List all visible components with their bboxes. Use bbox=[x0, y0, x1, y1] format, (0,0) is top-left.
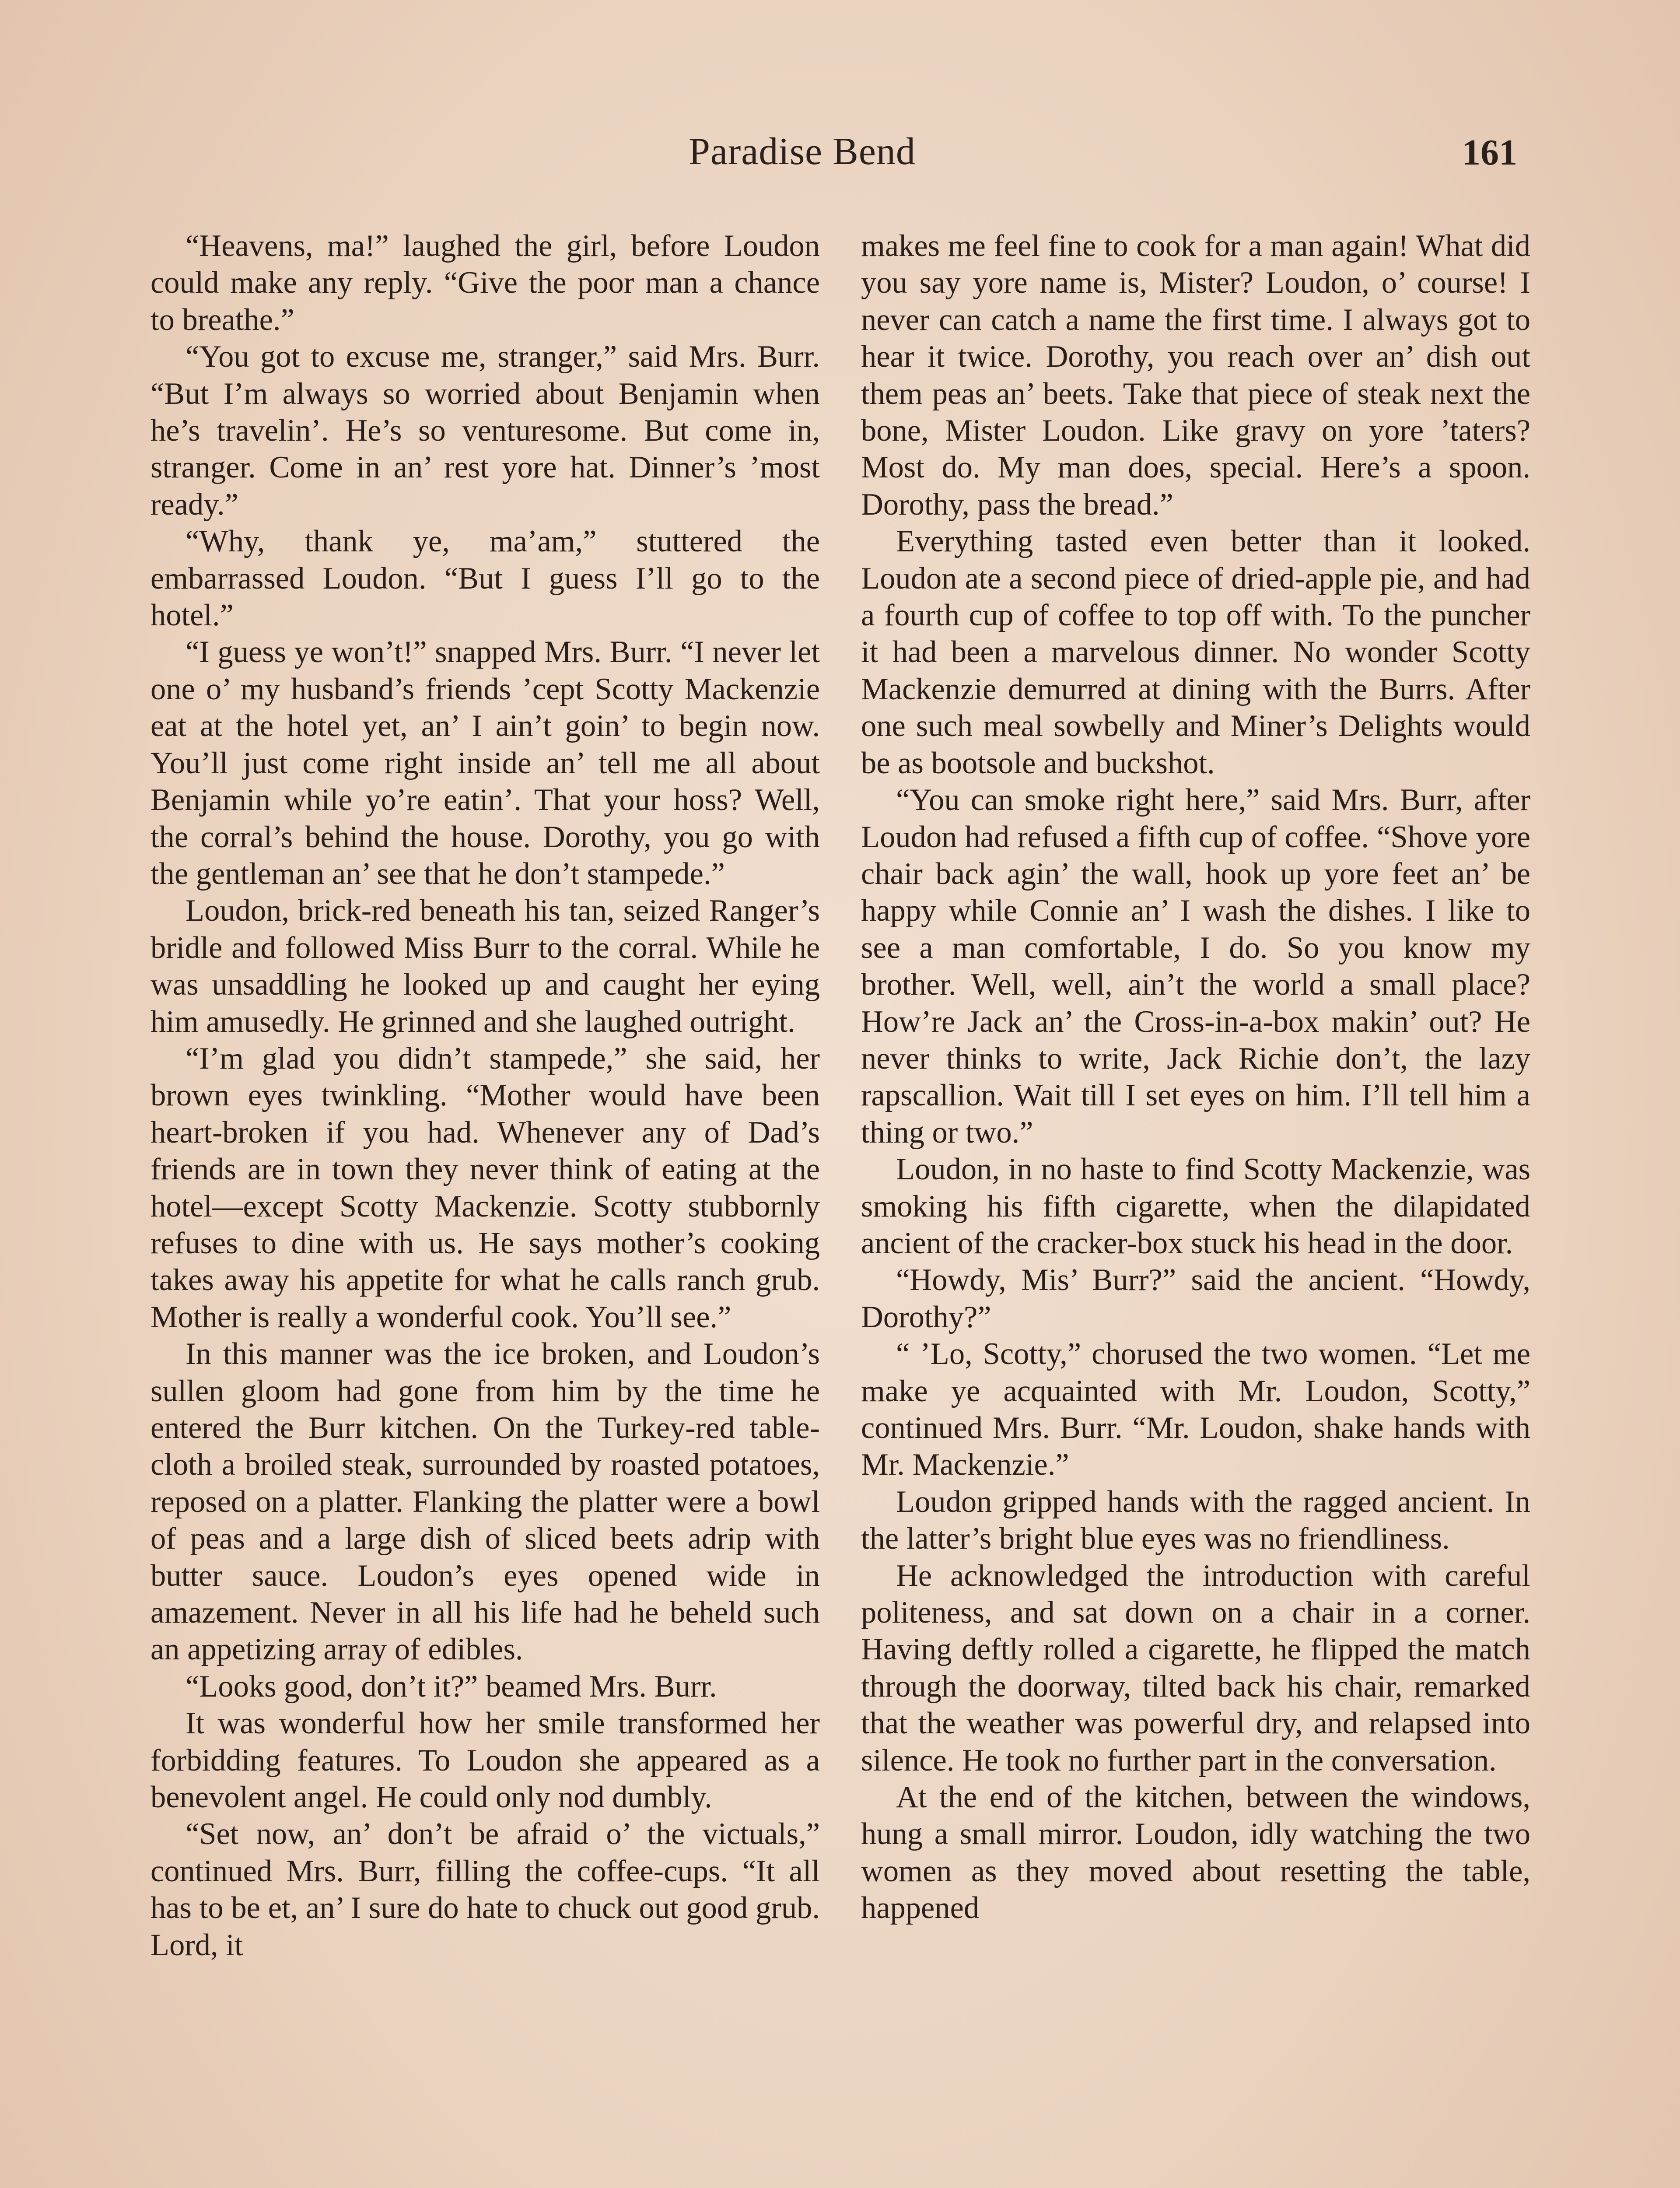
paragraph: It was wonderful how her smile transformed her forbidding features. To Loudon she appeared as a benevolent angel. He could only nod dumbly. bbox=[150, 1706, 820, 1815]
paragraph: “You got to excuse me, stranger,” said Mrs. Burr. “But I’m always so worried about Benjamin when he’s travelin’. He’s so venturesome. But come in, stranger. Come in an’ rest yore hat. Dinner’s ’most ready.” bbox=[150, 340, 820, 522]
paragraph: “You can smoke right here,” said Mrs. Burr, after Loudon had refused a fifth cup of coffee. “Shove yore chair back agin’ the wall, hook up yore feet an’ be happy while Connie an’ I wash the dishes. I like to see a man comfortable, I do. So you know my brother. Well, well, ain’t the world a small place? How’re Jack an’ the Cross-in-a-box makin’ out? He never thinks to write, Jack Richie don’t, the lazy rapscallion. Wait till I set eyes on him. I’ll tell him a thing or two.” bbox=[861, 783, 1530, 1150]
paragraph: Loudon gripped hands with the ragged ancient. In the latter’s bright blue eyes was no friendliness. bbox=[861, 1484, 1530, 1556]
right-column bbox=[861, 228, 1530, 1927]
paragraph: “Why, thank ye, ma’am,” stuttered the embarrassed Loudon. “But I guess I’ll go to the hotel.” bbox=[150, 524, 820, 633]
paragraph: “I guess ye won’t!” snapped Mrs. Burr. “I never let one o’ my husband’s friends ’cept Scotty Mackenzie eat at the hotel yet, an’ I ain’t goin’ to begin now. You’ll just come right inside an’ tell me all about Benjamin while yo’re eatin’. That your hoss? Well, the corral’s behind the house. Dorothy, you go with the gentleman an’ see that he don’t stampede.” bbox=[150, 635, 820, 891]
paragraph: “Looks good, don’t it?” beamed Mrs. Burr. bbox=[186, 1669, 717, 1704]
paragraph: “Howdy, Mis’ Burr?” said the ancient. “Howdy, Dorothy?” bbox=[861, 1263, 1530, 1334]
paragraph: He acknowledged the introduction with careful politeness, and sat down on a chair in a corner. Having deftly rolled a cigarette, he flipped the match through the doorway, tilted back his chair, remarked that the weather was powerful dry, and relapsed into silence. He took no further part in the conversation. bbox=[861, 1558, 1530, 1778]
paragraph: Loudon, brick-red beneath his tan, seized Ranger’s bridle and followed Miss Burr to the corral. While he was unsaddling he looked up and caught her eying him amusedly. He grinned and she laughed outright. bbox=[150, 894, 820, 1039]
paragraph: In this manner was the ice broken, and Loudon’s sullen gloom had gone from him by the time he entered the Burr kitchen. On the Turkey-red table-cloth a broiled steak, surrounded by roasted potatoes, reposed on a platter. Flanking the platter were a bowl of peas and a large dish of sliced beets adrip with butter sauce. Loudon’s eyes opened wide in amazement. Never in all his life had he beheld such an appetizing array of edibles. bbox=[150, 1337, 820, 1667]
paragraph: Everything tasted even better than it looked. Loudon ate a second piece of dried-apple pie, and had a fourth cup of coffee to top off with. To the puncher it had been a marvelous dinner. No wonder Scotty Mackenzie demurred at dining with the Burrs. After one such meal sowbelly and Miner’s Delights would be as bootsole and buckshot. bbox=[861, 524, 1530, 780]
paragraph: “Set now, an’ don’t be afraid o’ the victuals,” continued Mrs. Burr, filling the coffee-cups. “It all has to be et, an’ I sure do hate to chuck out good grub. Lord, it bbox=[150, 1817, 820, 1962]
running-head: Paradise Bend bbox=[689, 130, 916, 173]
paragraph: makes me feel fine to cook for a man again! What did you say yore name is, Mister? Loudon, o’ course! I never can catch a name the first time. I always got to hear it twice. Dorothy, you reach over an’ dish out them peas an’ beets. Take that piece of steak next the bone, Mister Loudon. Like gravy on yore ’taters? Most do. My man does, special. Here’s a spoon. Dorothy, pass the bread.” bbox=[861, 229, 1530, 522]
left-column bbox=[150, 228, 820, 1964]
paragraph: Loudon, in no haste to find Scotty Mackenzie, was smoking his fifth cigarette, when the dilapidated ancient of the cracker-box stuck his head in the door. bbox=[861, 1152, 1530, 1260]
page-number: 161 bbox=[1462, 132, 1517, 173]
paragraph: At the end of the kitchen, between the windows, hung a small mirror. Loudon, idly watching the two women as they moved about resetting the table, happened bbox=[861, 1780, 1530, 1925]
paragraph: “I’m glad you didn’t stampede,” she said, her brown eyes twinkling. “Mother would have been heart-broken if you had. Whenever any of Dad’s friends are in town they never think of eating at the hotel—except Scotty Mackenzie. Scotty stubbornly refuses to dine with us. He says mother’s cooking takes away his appetite for what he calls ranch grub. Mother is really a wonderful cook. You’ll see.” bbox=[150, 1041, 820, 1334]
paragraph: “ ’Lo, Scotty,” chorused the two women. “Let me make ye acquainted with Mr. Loudon, Scotty,” continued Mrs. Burr. “Mr. Loudon, shake hands with Mr. Mackenzie.” bbox=[861, 1337, 1530, 1482]
paragraph: “Heavens, ma!” laughed the girl, before Loudon could make any reply. “Give the poor man a chance to breathe.” bbox=[150, 229, 820, 337]
